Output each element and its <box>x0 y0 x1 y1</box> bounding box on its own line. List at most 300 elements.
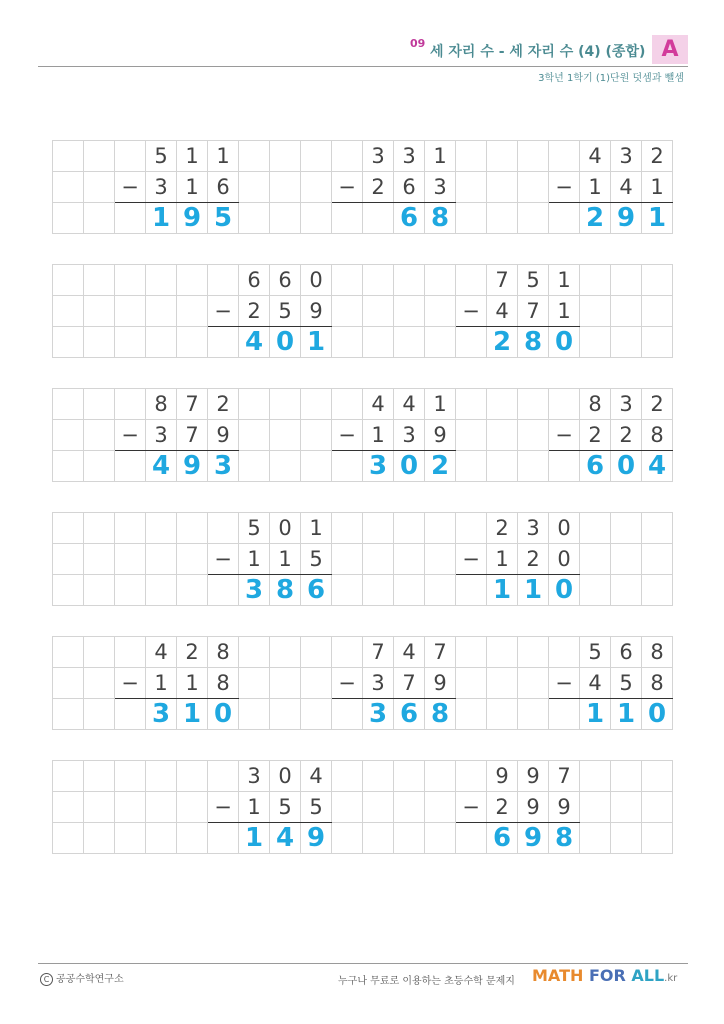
subtrahend-digit: 9 <box>425 420 456 451</box>
answer-digit: 6 <box>394 699 425 730</box>
subtrahend-digit: 1 <box>270 544 301 575</box>
minuend-digit: 9 <box>487 761 518 792</box>
minuend-digit: 2 <box>642 141 673 172</box>
level-badge: A <box>652 35 688 64</box>
grid-cell <box>425 265 456 296</box>
grid-cell <box>53 420 84 451</box>
subtrahend-digit: 5 <box>270 792 301 823</box>
answer-digit: 3 <box>239 575 270 606</box>
grid-cell <box>456 141 487 172</box>
subtrahend-digit: 4 <box>580 668 611 699</box>
answer-digit: 4 <box>239 327 270 358</box>
grid-cell <box>53 141 84 172</box>
minus-sign: − <box>208 544 239 575</box>
answer-digit: 0 <box>208 699 239 730</box>
grid-cell <box>332 699 363 730</box>
grid-cell <box>84 203 115 234</box>
minuend-digit: 7 <box>487 265 518 296</box>
subtrahend-digit: 7 <box>177 420 208 451</box>
grid-cell <box>456 823 487 854</box>
subtrahend-digit: 3 <box>394 420 425 451</box>
grid-cell <box>84 389 115 420</box>
grid-cell <box>53 668 84 699</box>
grid-cell <box>332 389 363 420</box>
grid-cell <box>642 296 673 327</box>
footer-slogan: 누구나 무료로 이용하는 초등수학 문제지 <box>338 976 515 987</box>
grid-cell <box>53 575 84 606</box>
grid-cell <box>115 761 146 792</box>
problem-row-2 <box>52 264 673 358</box>
grid-cell <box>270 172 301 203</box>
grid-cell <box>487 420 518 451</box>
grid-cell <box>115 575 146 606</box>
page-header <box>0 0 724 100</box>
answer-digit: 9 <box>611 203 642 234</box>
grid-cell <box>177 513 208 544</box>
answer-digit: 9 <box>177 203 208 234</box>
answer-digit: 8 <box>425 203 456 234</box>
minuend-digit: 1 <box>177 141 208 172</box>
minuend-digit: 1 <box>301 513 332 544</box>
subtrahend-digit: 2 <box>611 420 642 451</box>
grid-cell <box>363 823 394 854</box>
grid-cell <box>487 172 518 203</box>
subtrahend-digit: 7 <box>394 668 425 699</box>
grid-cell <box>332 327 363 358</box>
grid-cell <box>177 544 208 575</box>
grid-cell <box>53 451 84 482</box>
minuend-digit: 1 <box>425 141 456 172</box>
minuend-digit: 5 <box>239 513 270 544</box>
grid-cell <box>270 141 301 172</box>
grid-cell <box>642 544 673 575</box>
grid-cell <box>301 637 332 668</box>
grid-cell <box>363 296 394 327</box>
grid-cell <box>115 141 146 172</box>
grid-cell <box>270 389 301 420</box>
grid-cell <box>332 141 363 172</box>
grid-cell <box>115 296 146 327</box>
subtrahend-digit: 3 <box>363 668 394 699</box>
grid-cell <box>84 513 115 544</box>
grid-cell <box>301 172 332 203</box>
minuend-digit: 7 <box>425 637 456 668</box>
grid-cell <box>146 823 177 854</box>
subtrahend-digit: 2 <box>487 792 518 823</box>
subtrahend-digit: 3 <box>146 172 177 203</box>
grid-cell <box>53 296 84 327</box>
grid-cell <box>84 327 115 358</box>
subtrahend-digit: 6 <box>208 172 239 203</box>
subtrahend-digit: 1 <box>363 420 394 451</box>
answer-digit: 1 <box>146 203 177 234</box>
grid-cell <box>239 668 270 699</box>
grid-cell <box>332 823 363 854</box>
grid-cell <box>456 327 487 358</box>
logo-math: MATH <box>532 966 584 985</box>
subtrahend-digit: 9 <box>425 668 456 699</box>
logo-kr: .kr <box>664 973 678 984</box>
subtrahend-digit: 2 <box>363 172 394 203</box>
grid-cell <box>270 637 301 668</box>
grid-cell <box>53 265 84 296</box>
subtrahend-digit: 5 <box>301 544 332 575</box>
grid-cell <box>239 420 270 451</box>
minus-sign: − <box>549 668 580 699</box>
grid-cell <box>611 575 642 606</box>
grid-cell <box>146 327 177 358</box>
minuend-digit: 3 <box>239 761 270 792</box>
grid-cell <box>549 389 580 420</box>
minuend-digit: 4 <box>394 389 425 420</box>
answer-digit: 1 <box>177 699 208 730</box>
grid-cell <box>270 420 301 451</box>
grid-cell <box>270 668 301 699</box>
worksheet-number: 09 <box>410 37 426 50</box>
minus-sign: − <box>549 172 580 203</box>
minus-sign: − <box>115 420 146 451</box>
grid-cell <box>239 203 270 234</box>
grid-cell <box>84 265 115 296</box>
grid-cell <box>456 389 487 420</box>
grid-cell <box>301 668 332 699</box>
subtrahend-digit: 9 <box>549 792 580 823</box>
grid-cell <box>239 141 270 172</box>
grid-cell <box>332 203 363 234</box>
grid-cell <box>394 513 425 544</box>
answer-digit: 0 <box>549 327 580 358</box>
grid-cell <box>394 544 425 575</box>
grid-cell <box>53 823 84 854</box>
grid-cell <box>394 296 425 327</box>
grid-cell <box>115 544 146 575</box>
grid-cell <box>84 668 115 699</box>
grid-cell <box>208 513 239 544</box>
logo-all: ALL <box>631 966 665 985</box>
grid-cell <box>549 451 580 482</box>
grid-cell <box>53 699 84 730</box>
minuend-digit: 4 <box>146 637 177 668</box>
answer-digit: 3 <box>363 451 394 482</box>
grid-cell <box>642 513 673 544</box>
answer-digit: 8 <box>518 327 549 358</box>
grid-cell <box>239 172 270 203</box>
grid-cell <box>270 203 301 234</box>
minuend-digit: 3 <box>611 389 642 420</box>
minuend-digit: 0 <box>301 265 332 296</box>
grid-cell <box>611 327 642 358</box>
grid-cell <box>611 792 642 823</box>
problem-row-1 <box>52 140 673 234</box>
grid-cell <box>487 141 518 172</box>
subtrahend-digit: 1 <box>580 172 611 203</box>
answer-digit: 4 <box>146 451 177 482</box>
grid-cell <box>611 761 642 792</box>
grid-cell <box>425 296 456 327</box>
subtrahend-digit: 8 <box>642 420 673 451</box>
grid-cell <box>177 265 208 296</box>
minuend-digit: 2 <box>642 389 673 420</box>
grid-cell <box>518 172 549 203</box>
answer-digit: 2 <box>425 451 456 482</box>
minuend-digit: 5 <box>518 265 549 296</box>
grid-cell <box>456 637 487 668</box>
answer-digit: 8 <box>270 575 301 606</box>
subtrahend-digit: 4 <box>487 296 518 327</box>
subtrahend-digit: 1 <box>146 668 177 699</box>
grid-cell <box>425 575 456 606</box>
minuend-digit: 3 <box>611 141 642 172</box>
grid-cell <box>425 823 456 854</box>
mathforall-logo[interactable] <box>532 966 677 985</box>
grid-cell <box>115 265 146 296</box>
worksheet-title: 세 자리 수 - 세 자리 수 (4) (종합) <box>430 44 646 60</box>
grid-cell <box>642 575 673 606</box>
answer-digit: 3 <box>363 699 394 730</box>
grid-cell <box>84 420 115 451</box>
answer-digit: 1 <box>642 203 673 234</box>
grid-cell <box>239 699 270 730</box>
minus-sign: − <box>332 668 363 699</box>
answer-digit: 1 <box>239 823 270 854</box>
answer-digit: 2 <box>580 203 611 234</box>
grid-cell <box>642 823 673 854</box>
subtrahend-digit: 8 <box>208 668 239 699</box>
grid-cell <box>53 544 84 575</box>
minuend-digit: 1 <box>549 265 580 296</box>
subtrahend-digit: 9 <box>518 792 549 823</box>
grid-cell <box>363 575 394 606</box>
minus-sign: − <box>456 544 487 575</box>
subtrahend-digit: 1 <box>177 172 208 203</box>
grid-cell <box>487 668 518 699</box>
grid-cell <box>146 265 177 296</box>
grid-cell <box>177 296 208 327</box>
grid-cell <box>239 637 270 668</box>
grid-cell <box>115 513 146 544</box>
grid-cell <box>456 761 487 792</box>
minuend-digit: 8 <box>208 637 239 668</box>
grid-cell <box>146 544 177 575</box>
minuend-digit: 5 <box>146 141 177 172</box>
grid-cell <box>611 296 642 327</box>
subtrahend-digit: 1 <box>239 544 270 575</box>
grid-cell <box>53 761 84 792</box>
minus-sign: − <box>549 420 580 451</box>
subtrahend-digit: 2 <box>518 544 549 575</box>
grid-cell <box>394 761 425 792</box>
grid-cell <box>332 513 363 544</box>
grid-cell <box>580 823 611 854</box>
minuend-digit: 3 <box>394 141 425 172</box>
answer-digit: 5 <box>208 203 239 234</box>
grid-cell <box>301 699 332 730</box>
minuend-digit: 5 <box>580 637 611 668</box>
answer-digit: 3 <box>146 699 177 730</box>
grid-cell <box>611 544 642 575</box>
grid-cell <box>84 792 115 823</box>
grid-cell <box>84 451 115 482</box>
minuend-digit: 3 <box>518 513 549 544</box>
grid-cell <box>549 637 580 668</box>
grid-cell <box>332 265 363 296</box>
subtrahend-digit: 4 <box>611 172 642 203</box>
grid-cell <box>518 451 549 482</box>
grid-cell <box>53 203 84 234</box>
answer-digit: 0 <box>270 327 301 358</box>
grid-cell <box>84 761 115 792</box>
grid-cell <box>518 389 549 420</box>
grid-cell <box>146 513 177 544</box>
grid-cell <box>487 451 518 482</box>
subtrahend-digit: 1 <box>487 544 518 575</box>
answer-digit: 6 <box>394 203 425 234</box>
subtrahend-digit: 5 <box>270 296 301 327</box>
grid-cell <box>332 761 363 792</box>
grid-cell <box>394 575 425 606</box>
grid-cell <box>425 327 456 358</box>
grid-cell <box>53 792 84 823</box>
grid-cell <box>456 451 487 482</box>
grid-cell <box>332 792 363 823</box>
subtrahend-digit: 5 <box>611 668 642 699</box>
grid-cell <box>363 544 394 575</box>
grid-cell <box>270 699 301 730</box>
grid-cell <box>208 575 239 606</box>
answer-digit: 0 <box>642 699 673 730</box>
answer-digit: 9 <box>177 451 208 482</box>
minus-sign: − <box>332 420 363 451</box>
grid-cell <box>115 792 146 823</box>
answer-digit: 9 <box>518 823 549 854</box>
subtrahend-digit: 1 <box>177 668 208 699</box>
answer-digit: 2 <box>487 327 518 358</box>
grid-cell <box>456 172 487 203</box>
grid-cell <box>53 513 84 544</box>
minus-sign: − <box>456 296 487 327</box>
grid-cell <box>146 575 177 606</box>
grid-cell <box>332 544 363 575</box>
grid-cell <box>208 265 239 296</box>
footer-divider <box>38 963 688 964</box>
grid-cell <box>115 823 146 854</box>
grid-cell <box>580 575 611 606</box>
grid-cell <box>332 296 363 327</box>
grid-cell <box>363 513 394 544</box>
grid-cell <box>53 389 84 420</box>
grid-cell <box>84 699 115 730</box>
subtrahend-digit: 9 <box>208 420 239 451</box>
grid-cell <box>84 172 115 203</box>
grid-cell <box>53 637 84 668</box>
grid-cell <box>518 203 549 234</box>
grid-cell <box>332 637 363 668</box>
minuend-digit: 1 <box>208 141 239 172</box>
subtrahend-digit: 8 <box>642 668 673 699</box>
subtrahend-digit: 1 <box>239 792 270 823</box>
problem-row-3 <box>52 388 673 482</box>
answer-digit: 3 <box>208 451 239 482</box>
grid-cell <box>115 637 146 668</box>
subtrahend-digit: 5 <box>301 792 332 823</box>
grid-cell <box>301 141 332 172</box>
grid-cell <box>177 792 208 823</box>
grid-cell <box>487 637 518 668</box>
minuend-digit: 2 <box>487 513 518 544</box>
grid-cell <box>270 451 301 482</box>
answer-digit: 1 <box>487 575 518 606</box>
minuend-digit: 6 <box>611 637 642 668</box>
grid-cell <box>456 513 487 544</box>
minuend-digit: 7 <box>177 389 208 420</box>
grid-cell <box>642 327 673 358</box>
grid-cell <box>456 575 487 606</box>
subtrahend-digit: 9 <box>301 296 332 327</box>
subtrahend-digit: 0 <box>549 544 580 575</box>
grid-cell <box>53 172 84 203</box>
grid-cell <box>146 296 177 327</box>
grid-cell <box>642 761 673 792</box>
grid-cell <box>518 420 549 451</box>
grid-cell <box>363 265 394 296</box>
minuend-digit: 4 <box>301 761 332 792</box>
grid-cell <box>425 544 456 575</box>
grid-cell <box>580 327 611 358</box>
grid-cell <box>487 699 518 730</box>
grid-cell <box>580 513 611 544</box>
subtrahend-digit: 1 <box>642 172 673 203</box>
copyright-text: 공공수학연구소 <box>56 974 124 985</box>
grid-cell <box>487 389 518 420</box>
minuend-digit: 8 <box>146 389 177 420</box>
grid-cell <box>177 327 208 358</box>
grid-cell <box>115 389 146 420</box>
grid-cell <box>115 327 146 358</box>
grid-cell <box>363 327 394 358</box>
grid-cell <box>425 513 456 544</box>
grid-cell <box>177 823 208 854</box>
grid-cell <box>332 451 363 482</box>
grid-cell <box>456 420 487 451</box>
subtrahend-digit: 3 <box>146 420 177 451</box>
grid-cell <box>332 575 363 606</box>
grid-cell <box>301 420 332 451</box>
grid-cell <box>549 203 580 234</box>
grid-cell <box>394 792 425 823</box>
answer-digit: 4 <box>642 451 673 482</box>
answer-digit: 1 <box>518 575 549 606</box>
grid-cell <box>580 265 611 296</box>
minuend-digit: 3 <box>363 141 394 172</box>
grid-cell <box>456 265 487 296</box>
minus-sign: − <box>115 172 146 203</box>
grid-cell <box>239 451 270 482</box>
minuend-digit: 0 <box>270 761 301 792</box>
subtrahend-digit: 2 <box>580 420 611 451</box>
grid-cell <box>84 823 115 854</box>
minuend-digit: 4 <box>394 637 425 668</box>
grid-cell <box>177 575 208 606</box>
grid-cell <box>611 513 642 544</box>
grid-cell <box>456 668 487 699</box>
answer-digit: 8 <box>425 699 456 730</box>
grid-cell <box>580 296 611 327</box>
answer-digit: 6 <box>301 575 332 606</box>
minus-sign: − <box>115 668 146 699</box>
minuend-digit: 2 <box>208 389 239 420</box>
minuend-digit: 8 <box>580 389 611 420</box>
grid-cell <box>425 792 456 823</box>
